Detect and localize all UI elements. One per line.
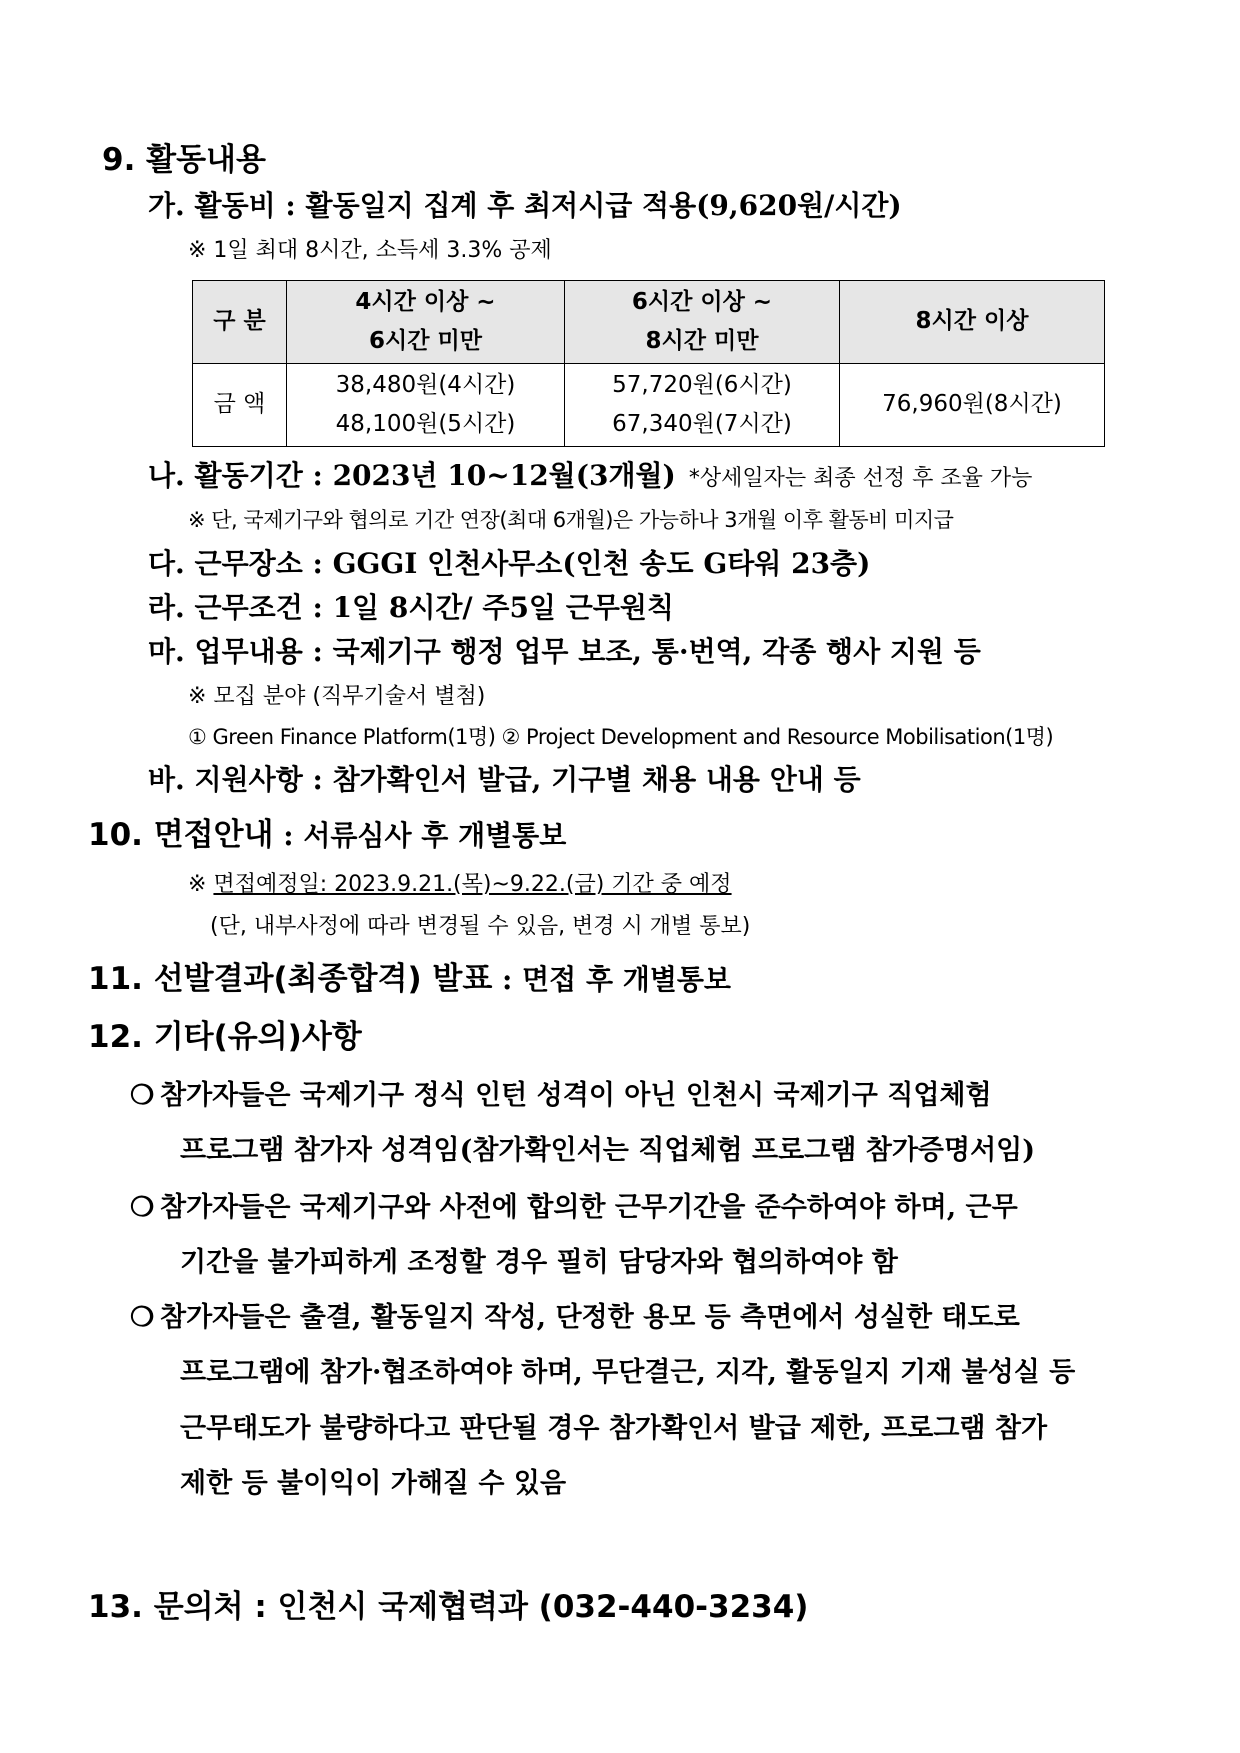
notice-3-line-1: ❍ 참가자들은 출결, 활동일지 작성, 단정한 용모 등 측면에서 성실한 태도로 bbox=[130, 1302, 1020, 1333]
notice-3-line-2: 프로그램에 참가·협조하여야 하며, 무단결근, 지각, 활동일지 기재 불성실 등 bbox=[180, 1357, 1076, 1388]
pay-table-amount-row bbox=[193, 364, 1105, 447]
bullet-circle-icon: ❍ bbox=[130, 1192, 155, 1223]
pay-table-cell-6to8: 57,720원(6시간) 67,340원(7시간) bbox=[565, 364, 840, 447]
notice-1-line-2: 프로그램 참가자 성격임(참가확인서는 직업체험 프로그램 참가증명서임) bbox=[180, 1135, 1036, 1166]
item-b-note: ※ 단, 국제기구와 협의로 기간 연장(최대 6개월)은 가능하나 3개월 이후 활동비 미지급 bbox=[188, 508, 954, 532]
item-b-period: 나. 활동기간 : 2023년 10~12월(3개월) *상세일자는 최종 선정 후 조율 가능 bbox=[148, 459, 1033, 492]
pay-table-header-4to6: 4시간 이상 ~ 6시간 미만 bbox=[287, 281, 565, 364]
notice-2-line-1: ❍ 참가자들은 국제기구와 사전에 합의한 근무기간을 준수하여야 하며, 근무 bbox=[130, 1192, 1018, 1223]
section-10-note: ※ 면접예정일: 2023.9.21.(목)~9.22.(금) 기간 중 예정 bbox=[188, 872, 732, 897]
item-e-duties: 마. 업무내용 : 국제기구 행정 업무 보조, 통·번역, 각종 행사 지원 등 bbox=[148, 635, 981, 668]
pay-table-cell-8plus: 76,960원(8시간) bbox=[840, 364, 1105, 447]
item-e-fields: ① Green Finance Platform(1명) ② Project Development and Resource Mobilisation(1명) bbox=[188, 725, 1054, 749]
item-d-conditions: 라. 근무조건 : 1일 8시간/ 주5일 근무원칙 bbox=[148, 591, 674, 624]
notice-3-line-4: 제한 등 불이익이 가해질 수 있음 bbox=[180, 1468, 567, 1499]
pay-table bbox=[192, 280, 1105, 447]
item-c-location: 다. 근무장소 : GGGI 인천사무소(인천 송도 G타워 23층) bbox=[148, 547, 871, 580]
section-9-title: 9. 활동내용 bbox=[102, 142, 266, 178]
section-12-title: 12. 기타(유의)사항 bbox=[88, 1019, 362, 1055]
bullet-circle-icon: ❍ bbox=[130, 1080, 155, 1111]
item-a-activity-pay: 가. 활동비 : 활동일지 집계 후 최저시급 적용(9,620원/시간) bbox=[148, 189, 902, 222]
item-b-extra: *상세일자는 최종 선정 후 조율 가능 bbox=[688, 466, 1033, 491]
section-10-note-2: (단, 내부사정에 따라 변경될 수 있음, 변경 시 개별 통보) bbox=[210, 914, 751, 939]
pay-table-row-label: 금 액 bbox=[193, 364, 287, 447]
notice-3-line-3: 근무태도가 불량하다고 판단될 경우 참가확인서 발급 제한, 프로그램 참가 bbox=[180, 1413, 1048, 1444]
notice-1-line-1: ❍ 참가자들은 국제기구 정식 인턴 성격이 아닌 인천시 국제기구 직업체험 bbox=[130, 1080, 992, 1111]
item-e-note: ※ 모집 분야 (직무기술서 별첨) bbox=[188, 684, 486, 709]
pay-table-header-category: 구 분 bbox=[193, 281, 287, 364]
section-11-title: 11. 선발결과(최종합격) 발표 : 면접 후 개별통보 bbox=[88, 961, 731, 997]
pay-table-header-8plus: 8시간 이상 bbox=[840, 281, 1105, 364]
notice-2-line-2: 기간을 불가피하게 조정할 경우 필히 담당자와 협의하여야 함 bbox=[180, 1247, 898, 1278]
pay-table-header-6to8: 6시간 이상 ~ 8시간 미만 bbox=[565, 281, 840, 364]
interview-date: 면접예정일: 2023.9.21.(목)~9.22.(금) 기간 중 예정 bbox=[213, 872, 732, 897]
item-f-support: 바. 지원사항 : 참가확인서 발급, 기구별 채용 내용 안내 등 bbox=[148, 763, 861, 796]
pay-table-header-row bbox=[193, 281, 1105, 364]
item-a-note: ※ 1일 최대 8시간, 소득세 3.3% 공제 bbox=[188, 238, 552, 263]
section-13-contact: 13. 문의처 : 인천시 국제협력과 (032-440-3234) bbox=[88, 1589, 809, 1625]
section-10-title: 10. 면접안내 : 서류심사 후 개별통보 bbox=[88, 817, 567, 853]
pay-table-cell-4to6: 38,480원(4시간) 48,100원(5시간) bbox=[287, 364, 565, 447]
bullet-circle-icon: ❍ bbox=[130, 1302, 155, 1333]
